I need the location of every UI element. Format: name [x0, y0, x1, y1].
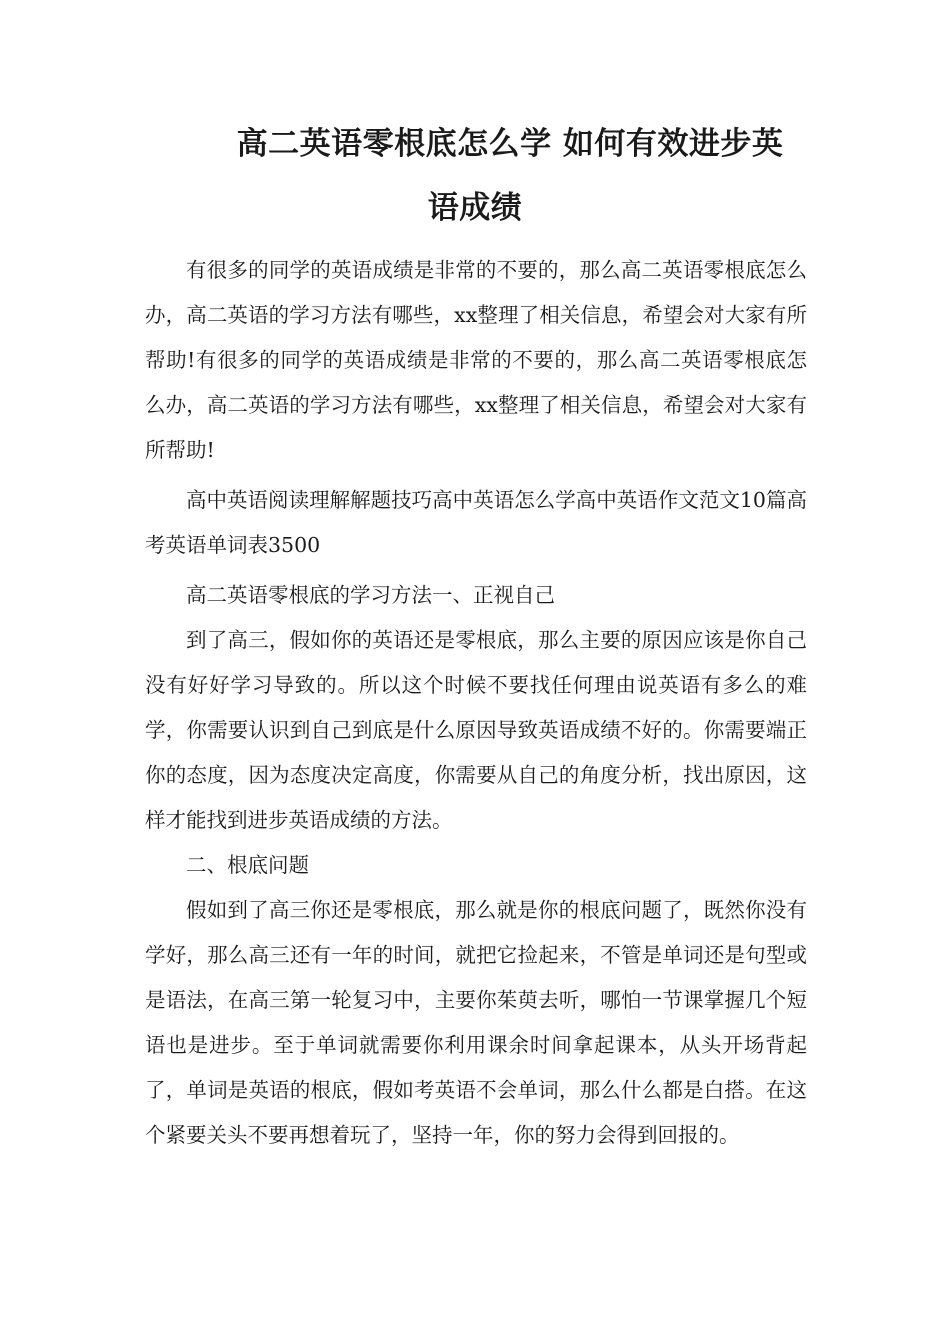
- document-body: [145, 248, 807, 1158]
- title-line-2: 语成绩: [427, 190, 523, 226]
- title-line-1: 高二英语零根底怎么学 如何有效进步英: [236, 126, 784, 162]
- paragraph-section-2: 假如到了高三你还是零根底，那么就是你的根底问题了，既然你没有学好，那么高三还有一年的时间，就把它捡起来，不管是单词还是句型或是语法，在高三第一轮复习中，主要你茱萸去听，哪怕一节课掌握几个短语也是进步。至于单词就需要你利用课余时间拿起课本，从头开场背起了，单词是英语的根底，假如考英语不会单词，那么什么都是白搭。在这个紧要关头不要再想着玩了，坚持一年，你的努力会得到回报的。: [145, 898, 807, 1147]
- paragraph-related-links: 高中英语阅读理解解题技巧高中英语怎么学高中英语作文范文10篇高考英语单词表3500: [145, 488, 807, 557]
- paragraph-intro: 有很多的同学的英语成绩是非常的不要的，那么高二英语零根底怎么办，高二英语的学习方法有哪些，xx整理了相关信息，希望会对大家有所帮助!有很多的同学的英语成绩是非常的不要的，那么高二英语零根底怎么办，高二英语的学习方法有哪些，xx整理了相关信息，希望会对大家有所帮助!: [145, 258, 807, 462]
- document-title: [145, 112, 805, 240]
- paragraph-heading-1: 高二英语零根底的学习方法一、正视自己: [186, 583, 555, 607]
- paragraph-heading-2: 二、根底问题: [186, 853, 309, 877]
- paragraph-section-1: 到了高三，假如你的英语还是零根底，那么主要的原因应该是你自己没有好好学习导致的。所以这个时候不要找任何理由说英语有多么的难学，你需要认识到自己到底是什么原因导致英语成绩不好的。你需要端正你的态度，因为态度决定高度，你需要从自己的角度分析，找出原因，这样才能找到进步英语成绩的方法。: [145, 628, 807, 832]
